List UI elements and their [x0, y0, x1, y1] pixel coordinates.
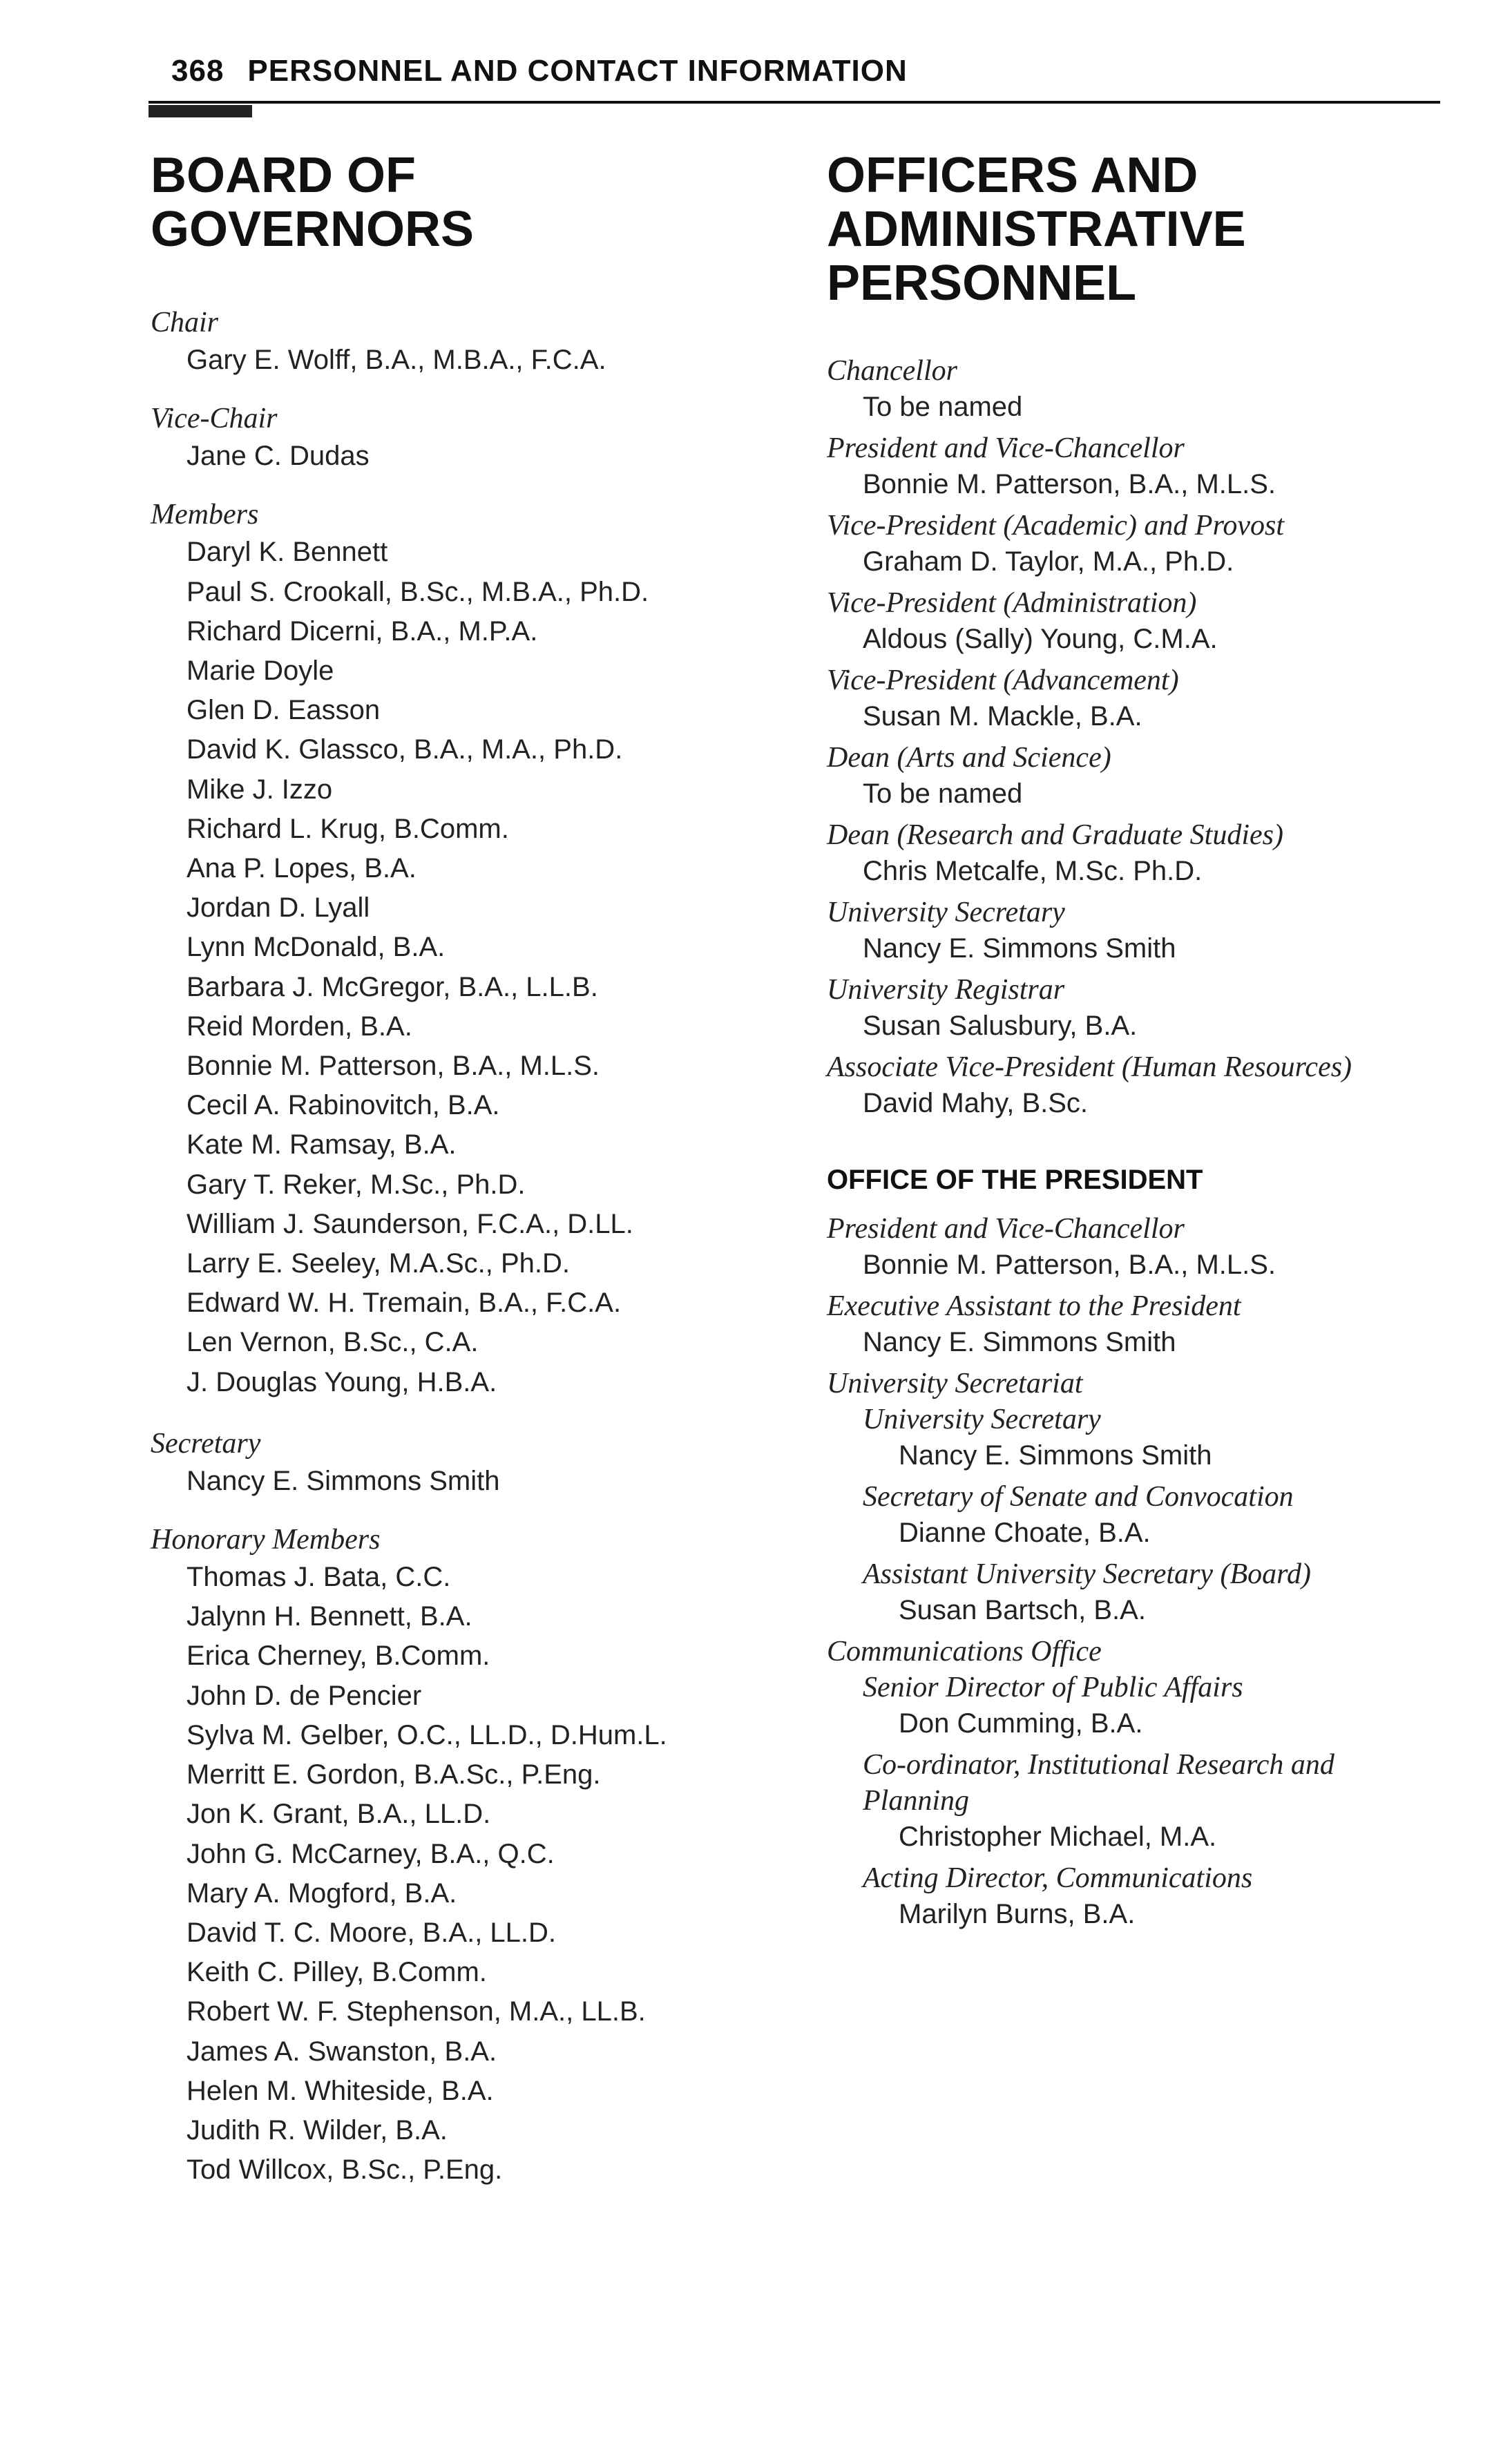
secretary-group: [151, 1426, 772, 1501]
chair-name: Gary E. Wolff, B.A., M.B.A., F.C.A.: [186, 345, 606, 375]
honorary-member: Jon K. Grant, B.A., LL.D.: [186, 1799, 491, 1830]
officers-title: OFFICERS AND ADMINISTRATIVE PERSONNEL: [827, 148, 1246, 311]
member: David K. Glassco, B.A., M.A., Ph.D.: [186, 734, 623, 765]
officer-name: Nancy E. Simmons Smith: [863, 933, 1176, 964]
honorary-member: John D. de Pencier: [186, 1680, 422, 1711]
vice-chair-label: Vice-Chair: [151, 403, 278, 435]
member: Richard Dicerni, B.A., M.P.A.: [186, 615, 538, 647]
secretariat-entry: [827, 1402, 1448, 1473]
officer-entry: [827, 740, 1448, 812]
honorary-member: Robert W. F. Stephenson, M.A., LL.B.: [186, 1996, 646, 2027]
officer-title: University Secretary: [827, 897, 1065, 928]
president-office-section: [827, 1163, 1448, 1932]
officer-entry: [827, 972, 1448, 1044]
honorary-member: Erica Cherney, B.Comm.: [186, 1641, 490, 1672]
officers-column: [827, 149, 1448, 1932]
officer-entry: [827, 508, 1448, 580]
member: Barbara J. McGregor, B.A., L.L.B.: [186, 971, 598, 1002]
board-title: BOARD OF GOVERNORS: [151, 148, 475, 257]
exec-assistant-name: Nancy E. Simmons Smith: [863, 1327, 1176, 1357]
officer-title: Associate Vice-President (Human Resources): [827, 1051, 1352, 1083]
president-entry: [827, 1211, 1448, 1283]
president-name: Bonnie M. Patterson, B.A., M.L.S.: [863, 1250, 1276, 1280]
secretary-name: Nancy E. Simmons Smith: [186, 1465, 500, 1496]
member: Ana P. Lopes, B.A.: [186, 853, 417, 884]
member: Lynn McDonald, B.A.: [186, 932, 446, 963]
member: Larry E. Seeley, M.A.Sc., Ph.D.: [186, 1248, 570, 1279]
members-label: Members: [151, 499, 259, 531]
chair-label: Chair: [151, 307, 219, 338]
officer-name: Aldous (Sally) Young, C.M.A.: [863, 624, 1218, 654]
member: William J. Saunderson, F.C.A., D.LL.: [186, 1208, 633, 1239]
officer-name: Chris Metcalfe, M.Sc. Ph.D.: [863, 856, 1203, 886]
chair-group: [151, 305, 772, 380]
member: Bonnie M. Patterson, B.A., M.L.S.: [186, 1051, 600, 1082]
secretariat-entry: [827, 1556, 1448, 1628]
member: Reid Morden, B.A.: [186, 1011, 412, 1042]
secretariat-name: Nancy E. Simmons Smith: [899, 1440, 1212, 1471]
header-rule-accent: [149, 105, 252, 117]
secretariat-role: Assistant University Secretary (Board): [863, 1558, 1311, 1590]
communications-entry: [827, 1747, 1448, 1855]
president-label: President and Vice-Chancellor: [827, 1213, 1185, 1245]
honorary-group: [151, 1522, 772, 2190]
secretariat-name: Dianne Choate, B.A.: [899, 1518, 1151, 1548]
secretariat-role: University Secretary: [863, 1404, 1101, 1435]
honorary-label: Honorary Members: [151, 1524, 381, 1556]
communications-role: Co-ordinator, Institutional Research and Planning: [863, 1749, 1334, 1817]
honorary-member: Thomas J. Bata, C.C.: [186, 1562, 451, 1593]
officer-name: To be named: [863, 392, 1023, 422]
honorary-member: Judith R. Wilder, B.A.: [186, 2114, 448, 2145]
member: Gary T. Reker, M.Sc., Ph.D.: [186, 1169, 526, 1200]
honorary-member: David T. C. Moore, B.A., LL.D.: [186, 1917, 557, 1948]
exec-assistant-entry: [827, 1288, 1448, 1360]
officer-entry: [827, 817, 1448, 889]
officer-entry: [827, 662, 1448, 734]
communications-name: Don Cumming, B.A.: [899, 1708, 1143, 1739]
member: Mike J. Izzo: [186, 774, 333, 805]
secretariat-group: [827, 1366, 1448, 1628]
officer-title: Vice-President (Advancement): [827, 665, 1179, 696]
officer-entry: [827, 353, 1448, 425]
officer-entry: [827, 895, 1448, 966]
communications-name: Christopher Michael, M.A.: [899, 1822, 1217, 1852]
page-header: [171, 54, 908, 88]
page-number: 368: [171, 54, 224, 88]
secretariat-name: Susan Bartsch, B.A.: [899, 1595, 1146, 1625]
officer-title: Chancellor: [827, 355, 957, 387]
officer-title: Dean (Research and Graduate Studies): [827, 819, 1283, 851]
communications-label: Communications Office: [827, 1636, 1102, 1667]
member: Richard L. Krug, B.Comm.: [186, 813, 509, 844]
member: J. Douglas Young, H.B.A.: [186, 1366, 497, 1397]
secretary-label: Secretary: [151, 1427, 261, 1460]
vice-chair-group: [151, 401, 772, 476]
officer-entry: [827, 1049, 1448, 1121]
officer-entry: [827, 585, 1448, 657]
communications-role: Acting Director, Communications: [863, 1862, 1253, 1894]
member: Len Vernon, B.Sc., C.A.: [186, 1327, 479, 1358]
member: Edward W. H. Tremain, B.A., F.C.A.: [186, 1288, 622, 1319]
officer-title: President and Vice-Chancellor: [827, 432, 1185, 464]
member: Cecil A. Rabinovitch, B.A.: [186, 1090, 500, 1121]
officer-title: Vice-President (Administration): [827, 587, 1197, 619]
president-office-title: OFFICE OF THE PRESIDENT: [827, 1165, 1203, 1195]
communications-group: [827, 1634, 1448, 1932]
honorary-member: Sylva M. Gelber, O.C., LL.D., D.Hum.L.: [186, 1719, 667, 1750]
member: Jordan D. Lyall: [186, 892, 370, 924]
secretariat-entry: [827, 1479, 1448, 1551]
officer-title: University Registrar: [827, 974, 1065, 1006]
communications-entry: [827, 1670, 1448, 1741]
officers-list: [827, 353, 1448, 1121]
secretariat-role: Secretary of Senate and Convocation: [863, 1481, 1294, 1513]
officer-name: To be named: [863, 778, 1023, 809]
honorary-member: Helen M. Whiteside, B.A.: [186, 2075, 494, 2106]
members-group: [151, 497, 772, 1402]
honorary-member: James A. Swanston, B.A.: [186, 2036, 497, 2067]
honorary-member: Tod Willcox, B.Sc., P.Eng.: [186, 2154, 503, 2186]
officer-title: Vice-President (Academic) and Provost: [827, 510, 1285, 542]
honorary-member: Jalynn H. Bennett, B.A.: [186, 1601, 472, 1632]
communications-role: Senior Director of Public Affairs: [863, 1672, 1243, 1703]
officer-title: Dean (Arts and Science): [827, 742, 1111, 774]
officer-entry: [827, 430, 1448, 502]
honorary-member: Keith C. Pilley, B.Comm.: [186, 1957, 487, 1988]
board-column: [151, 149, 772, 2190]
secretariat-label: University Secretariat: [827, 1368, 1083, 1399]
header-title: PERSONNEL AND CONTACT INFORMATION: [247, 54, 908, 88]
member: Kate M. Ramsay, B.A.: [186, 1129, 457, 1160]
officer-name: Bonnie M. Patterson, B.A., M.L.S.: [863, 469, 1276, 499]
communications-name: Marilyn Burns, B.A.: [899, 1899, 1136, 1929]
honorary-member: Mary A. Mogford, B.A.: [186, 1877, 457, 1909]
exec-assistant-label: Executive Assistant to the President: [827, 1290, 1241, 1322]
officer-name: Susan Salusbury, B.A.: [863, 1011, 1138, 1041]
officer-name: Susan M. Mackle, B.A.: [863, 701, 1142, 732]
member: Paul S. Crookall, B.Sc., M.B.A., Ph.D.: [186, 576, 649, 607]
officer-name: Graham D. Taylor, M.A., Ph.D.: [863, 546, 1234, 577]
honorary-member: John G. McCarney, B.A., Q.C.: [186, 1838, 555, 1869]
officer-name: David Mahy, B.Sc.: [863, 1088, 1089, 1118]
member: Daryl K. Bennett: [186, 537, 388, 568]
header-rule: [149, 101, 1440, 104]
member: Glen D. Easson: [186, 695, 381, 726]
communications-entry: [827, 1860, 1448, 1932]
vice-chair-name: Jane C. Dudas: [186, 441, 370, 472]
honorary-member: Merritt E. Gordon, B.A.Sc., P.Eng.: [186, 1759, 601, 1790]
member: Marie Doyle: [186, 656, 334, 687]
